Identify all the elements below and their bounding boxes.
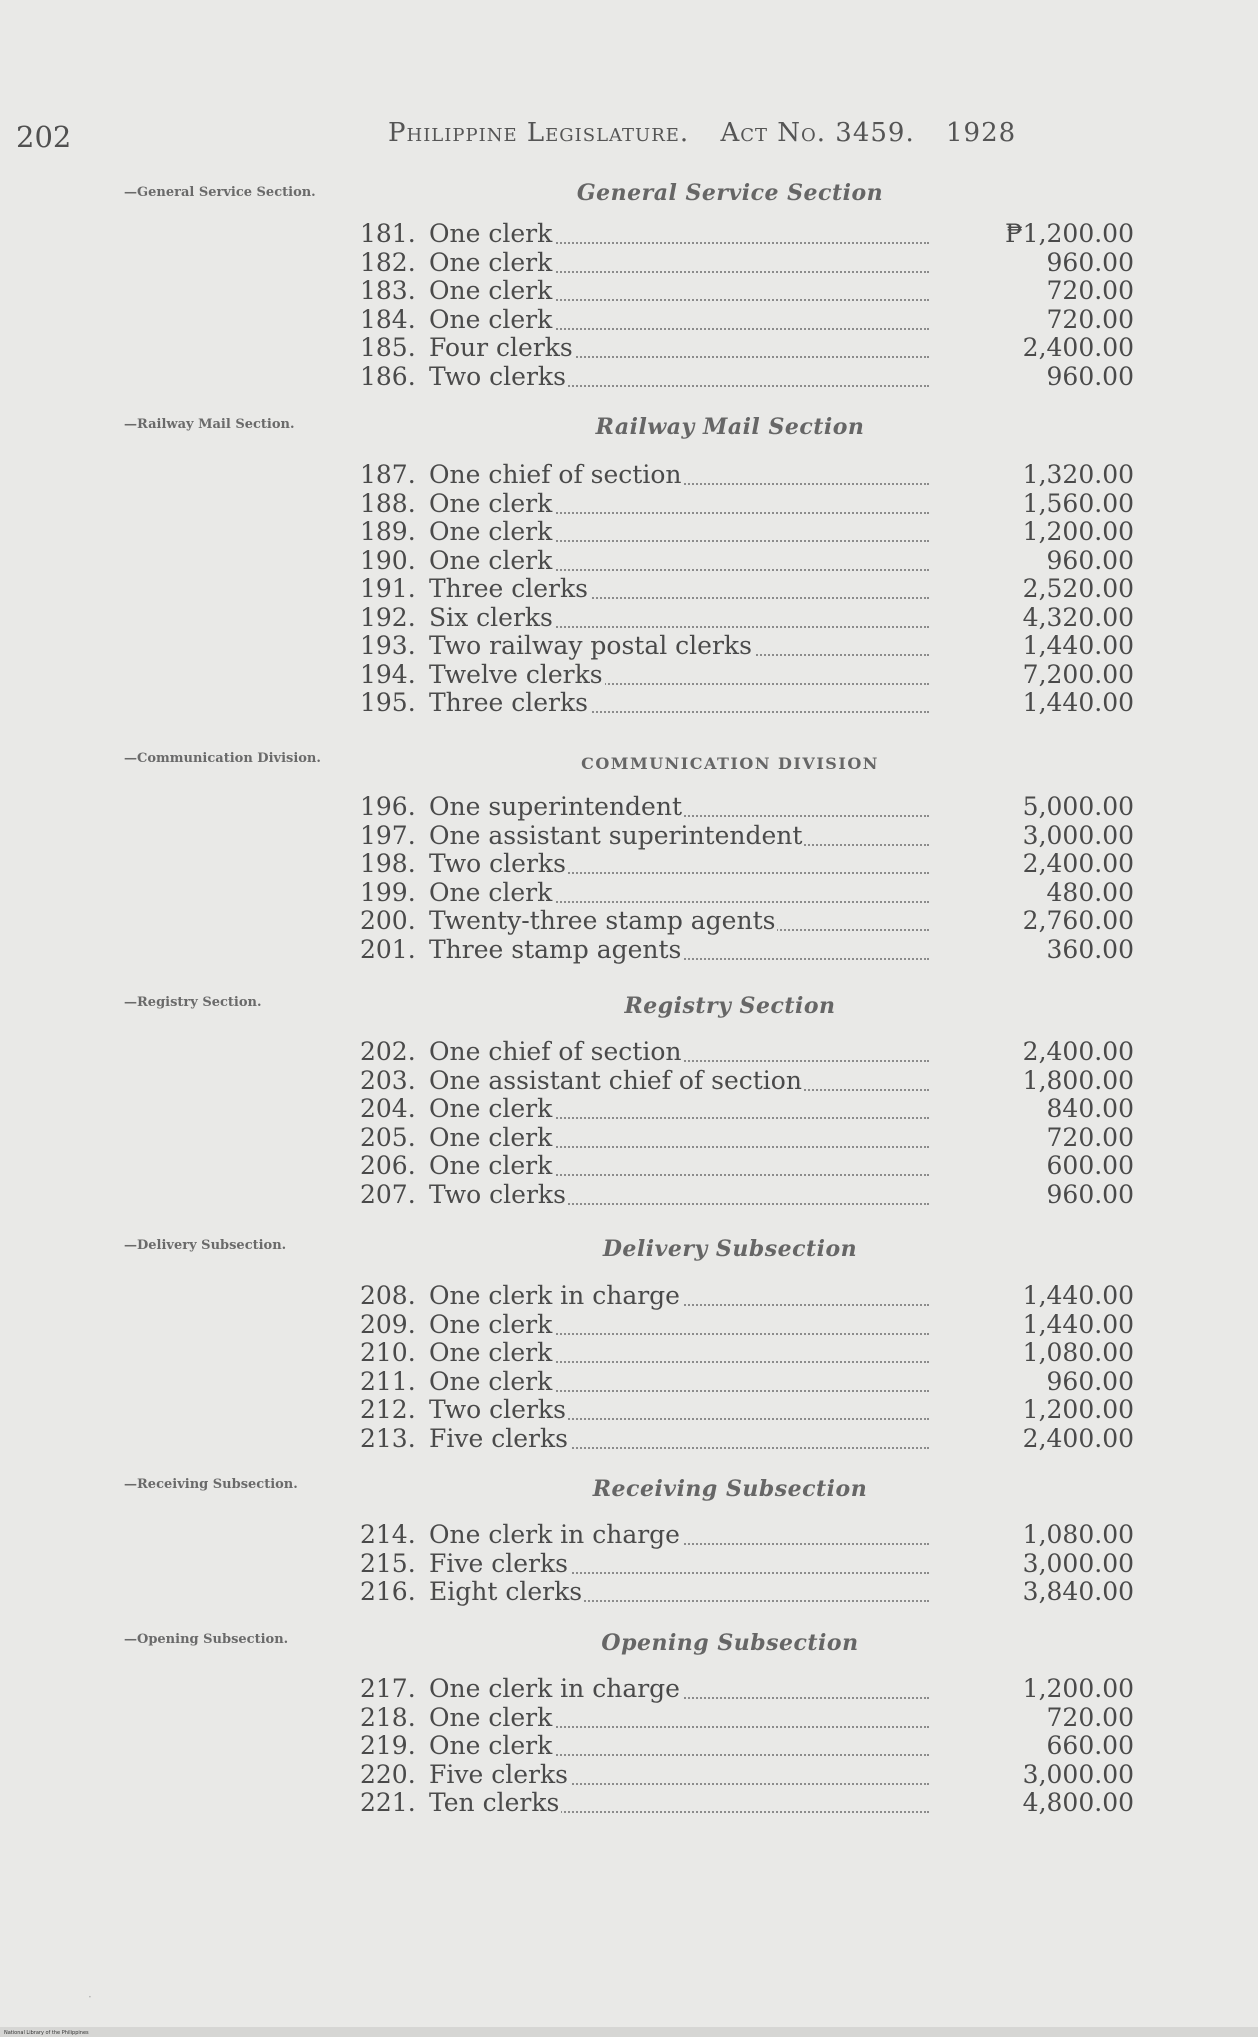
item-number: 196. <box>360 792 416 821</box>
item-number: 203. <box>360 1065 416 1095</box>
item-description: One clerk <box>429 489 553 518</box>
item-description: One clerk <box>429 518 553 546</box>
item-amount: 1,800.00 <box>1022 1065 1134 1095</box>
item-amount: 960.00 <box>1046 361 1134 391</box>
item-number: 190. <box>360 545 416 575</box>
item-amount: 1,440.00 <box>1022 631 1134 660</box>
item-number: 205. <box>360 1122 416 1152</box>
item-description: One clerk <box>429 1703 553 1732</box>
line-item <box>360 1578 1134 1607</box>
item-amount: 960.00 <box>1046 1366 1134 1396</box>
item-amount: 2,760.00 <box>1022 906 1134 935</box>
line-item <box>360 1521 1134 1550</box>
item-description-cell <box>429 1521 929 1549</box>
item-amount: 960.00 <box>1046 545 1134 575</box>
margin-note: —Railway Mail Section. <box>124 417 295 432</box>
line-item <box>360 334 1134 363</box>
item-list <box>360 220 1134 391</box>
item-description-cell <box>429 277 929 305</box>
item-description: One chief of section <box>429 461 682 489</box>
item-number: 192. <box>360 602 416 632</box>
item-amount: 720.00 <box>1046 304 1134 334</box>
item-description-cell <box>429 490 929 518</box>
item-number: 187. <box>360 460 416 489</box>
item-description-cell <box>429 907 929 935</box>
running-head-act: Act No. 3459. <box>720 118 915 148</box>
line-item <box>360 249 1134 278</box>
item-amount: 5,000.00 <box>1022 792 1134 821</box>
item-description: One clerk <box>429 1367 553 1396</box>
item-amount: 3,840.00 <box>1022 1577 1134 1606</box>
line-item <box>360 822 1134 851</box>
item-description: Three stamp agents <box>429 935 682 964</box>
item-amount: 1,200.00 <box>1022 1395 1134 1424</box>
section-heading: Receiving Subsection <box>592 1476 868 1502</box>
item-list <box>360 461 1134 718</box>
item-number: 186. <box>360 361 416 391</box>
item-number: 210. <box>360 1338 416 1367</box>
margin-note: —General Service Section. <box>124 185 316 200</box>
item-description-cell <box>429 1578 929 1606</box>
item-description-cell <box>429 604 929 632</box>
item-amount: 1,080.00 <box>1022 1520 1134 1549</box>
line-item <box>360 575 1134 604</box>
item-amount: 660.00 <box>1046 1731 1134 1760</box>
item-description-cell <box>429 1550 929 1578</box>
item-description-cell <box>429 1124 929 1152</box>
item-number: 195. <box>360 688 416 717</box>
item-amount: 1,080.00 <box>1022 1338 1134 1367</box>
item-description: One clerk in charge <box>429 1521 680 1549</box>
item-number: 214. <box>360 1520 416 1549</box>
item-number: 218. <box>360 1702 416 1732</box>
item-description: Twelve clerks <box>429 660 603 689</box>
running-head-year: 1928 <box>946 118 1017 148</box>
item-list <box>360 793 1134 964</box>
line-item <box>360 1368 1134 1397</box>
item-number: 212. <box>360 1395 416 1424</box>
item-description: Five clerks <box>429 1549 568 1578</box>
item-amount: 960.00 <box>1046 1179 1134 1209</box>
line-item <box>360 879 1134 908</box>
item-description-cell <box>429 822 929 850</box>
item-description: One clerk <box>429 546 553 575</box>
item-amount: 2,400.00 <box>1022 333 1134 362</box>
item-description-cell <box>429 689 929 717</box>
item-description: One superintendent <box>429 793 683 821</box>
item-number: 194. <box>360 659 416 689</box>
item-amount: 720.00 <box>1046 1122 1134 1152</box>
line-item <box>360 363 1134 392</box>
item-number: 191. <box>360 574 416 603</box>
line-item <box>360 490 1134 519</box>
item-description-cell <box>429 518 929 546</box>
line-item <box>360 461 1134 490</box>
item-description-cell <box>429 850 929 878</box>
item-amount: 1,200.00 <box>1022 1674 1134 1703</box>
item-description: One clerk <box>429 305 553 334</box>
item-description: One clerk <box>429 220 553 248</box>
line-item <box>360 1282 1134 1311</box>
line-item <box>360 518 1134 547</box>
item-description-cell <box>429 363 929 391</box>
line-item <box>360 547 1134 576</box>
item-description: Six clerks <box>429 603 553 632</box>
item-description-cell <box>429 1425 929 1453</box>
item-amount: 2,400.00 <box>1022 1037 1134 1066</box>
item-description-cell <box>429 1368 929 1396</box>
running-head-title: Philippine Legislature. <box>388 118 690 148</box>
line-item <box>360 1704 1134 1733</box>
section-heading: Delivery Subsection <box>602 1236 858 1262</box>
item-description-cell <box>429 879 929 907</box>
item-description-cell <box>429 1181 929 1209</box>
item-amount: 960.00 <box>1046 247 1134 277</box>
item-amount: 2,400.00 <box>1022 1423 1134 1453</box>
item-description: Four clerks <box>429 334 573 362</box>
item-amount: 4,800.00 <box>1022 1788 1134 1817</box>
item-description-cell <box>429 1732 929 1760</box>
item-number: 189. <box>360 517 416 546</box>
item-description: One clerk <box>429 248 553 277</box>
line-item <box>360 1038 1134 1067</box>
item-description-cell <box>429 661 929 689</box>
item-description-cell <box>429 793 929 821</box>
line-item <box>360 661 1134 690</box>
item-description: Five clerks <box>429 1760 568 1789</box>
item-description-cell <box>429 249 929 277</box>
line-item <box>360 632 1134 661</box>
item-amount: 2,520.00 <box>1022 574 1134 603</box>
line-item <box>360 689 1134 718</box>
section-heading: Railway Mail Section <box>595 414 865 440</box>
item-amount: 1,560.00 <box>1022 488 1134 518</box>
item-number: 185. <box>360 333 416 362</box>
item-number: 202. <box>360 1037 416 1066</box>
margin-note: —Registry Section. <box>124 995 262 1010</box>
item-number: 208. <box>360 1281 416 1310</box>
item-description-cell <box>429 1282 929 1310</box>
item-amount: 1,440.00 <box>1022 1309 1134 1339</box>
item-amount: 360.00 <box>1046 934 1134 964</box>
margin-note: —Receiving Subsection. <box>124 1477 298 1492</box>
item-description: Ten clerks <box>429 1789 560 1817</box>
item-number: 207. <box>360 1179 416 1209</box>
margin-note: —Delivery Subsection. <box>124 1238 287 1253</box>
item-description-cell <box>429 1396 929 1424</box>
section-heading: COMMUNICATION DIVISION <box>581 754 879 773</box>
item-amount: 600.00 <box>1046 1151 1134 1180</box>
item-number: 215. <box>360 1548 416 1578</box>
item-description: One clerk in charge <box>429 1675 680 1703</box>
item-description: Two clerks <box>429 1180 566 1209</box>
item-description: One clerk <box>429 277 553 305</box>
item-number: 206. <box>360 1151 416 1180</box>
item-description-cell <box>429 936 929 964</box>
line-item <box>360 306 1134 335</box>
item-number: 204. <box>360 1094 416 1123</box>
item-description-cell <box>429 547 929 575</box>
item-amount: 480.00 <box>1046 877 1134 907</box>
item-number: 201. <box>360 934 416 964</box>
item-list <box>360 1038 1134 1209</box>
item-description: Three clerks <box>429 575 588 603</box>
item-description-cell <box>429 1339 929 1367</box>
item-number: 209. <box>360 1309 416 1339</box>
item-description-cell <box>429 1038 929 1066</box>
item-description-cell <box>429 1095 929 1123</box>
line-item <box>360 793 1134 822</box>
item-number: 213. <box>360 1423 416 1453</box>
item-amount: 3,000.00 <box>1022 820 1134 850</box>
item-amount: 4,320.00 <box>1022 602 1134 632</box>
section-heading: Registry Section <box>624 993 836 1019</box>
section-heading: Opening Subsection <box>601 1630 859 1656</box>
line-item <box>360 1732 1134 1761</box>
margin-note: —Communication Division. <box>124 751 321 766</box>
margin-note: —Opening Subsection. <box>124 1632 289 1647</box>
item-list <box>360 1675 1134 1818</box>
line-item <box>360 1152 1134 1181</box>
line-item <box>360 1396 1134 1425</box>
item-description: One clerk <box>429 1152 553 1180</box>
item-description: Two clerks <box>429 850 566 878</box>
item-description-cell <box>429 1789 929 1817</box>
item-description: One assistant superintendent <box>429 821 803 850</box>
line-item <box>360 1095 1134 1124</box>
line-item <box>360 1311 1134 1340</box>
item-number: 219. <box>360 1731 416 1760</box>
item-description: One clerk <box>429 878 553 907</box>
item-description-cell <box>429 1675 929 1703</box>
line-item <box>360 1761 1134 1790</box>
line-item <box>360 1067 1134 1096</box>
footer-strip <box>0 2027 1258 2037</box>
item-description: Two clerks <box>429 1396 566 1424</box>
item-number: 221. <box>360 1788 416 1817</box>
item-description: Three clerks <box>429 689 588 717</box>
line-item <box>360 604 1134 633</box>
item-number: 197. <box>360 820 416 850</box>
item-number: 184. <box>360 304 416 334</box>
item-amount: 7,200.00 <box>1022 659 1134 689</box>
item-description-cell <box>429 306 929 334</box>
item-amount: 1,320.00 <box>1022 460 1134 489</box>
line-item <box>360 1789 1134 1818</box>
line-item <box>360 907 1134 936</box>
item-description: One chief of section <box>429 1038 682 1066</box>
item-description: One assistant chief of section <box>429 1066 802 1095</box>
item-number: 183. <box>360 276 416 305</box>
item-description: Two railway postal clerks <box>429 632 752 660</box>
item-description: Two clerks <box>429 362 566 391</box>
line-item <box>360 850 1134 879</box>
item-description-cell <box>429 1067 929 1095</box>
line-item <box>360 1550 1134 1579</box>
item-description-cell <box>429 575 929 603</box>
line-item <box>360 277 1134 306</box>
line-item <box>360 1124 1134 1153</box>
item-amount: 2,400.00 <box>1022 849 1134 878</box>
item-description-cell <box>429 632 929 660</box>
item-amount: 3,000.00 <box>1022 1759 1134 1789</box>
item-description: Eight clerks <box>429 1578 583 1606</box>
item-number: 188. <box>360 488 416 518</box>
item-description: One clerk <box>429 1095 553 1123</box>
item-description-cell <box>429 1311 929 1339</box>
item-description-cell <box>429 461 929 489</box>
item-description: One clerk <box>429 1732 553 1760</box>
item-amount: 1,440.00 <box>1022 1281 1134 1310</box>
line-item <box>360 1181 1134 1210</box>
line-item <box>360 220 1134 249</box>
item-number: 181. <box>360 219 416 248</box>
item-description-cell <box>429 220 929 248</box>
paper-speck: · <box>88 1990 92 2004</box>
footer-credit: National Library of the Philippines <box>4 2030 89 2036</box>
item-number: 198. <box>360 849 416 878</box>
item-number: 211. <box>360 1366 416 1396</box>
line-item <box>360 1339 1134 1368</box>
item-amount: 720.00 <box>1046 276 1134 305</box>
item-description: One clerk <box>429 1339 553 1367</box>
item-description: One clerk <box>429 1123 553 1152</box>
item-number: 216. <box>360 1577 416 1606</box>
line-item <box>360 936 1134 965</box>
item-description-cell <box>429 1761 929 1789</box>
item-amount: 720.00 <box>1046 1702 1134 1732</box>
item-number: 199. <box>360 877 416 907</box>
section-heading: General Service Section <box>576 180 884 206</box>
item-amount: ₱1,200.00 <box>1005 219 1134 248</box>
item-description: One clerk in charge <box>429 1282 680 1310</box>
item-amount: 840.00 <box>1046 1094 1134 1123</box>
item-list <box>360 1521 1134 1607</box>
item-list <box>360 1282 1134 1453</box>
item-number: 193. <box>360 631 416 660</box>
page-number: 202 <box>16 120 72 154</box>
item-description: Five clerks <box>429 1424 568 1453</box>
item-number: 220. <box>360 1759 416 1789</box>
item-description-cell <box>429 1704 929 1732</box>
item-description-cell <box>429 1152 929 1180</box>
item-amount: 1,200.00 <box>1022 517 1134 546</box>
item-number: 217. <box>360 1674 416 1703</box>
item-number: 200. <box>360 906 416 935</box>
item-description-cell <box>429 334 929 362</box>
item-amount: 3,000.00 <box>1022 1548 1134 1578</box>
running-head <box>388 118 1038 148</box>
line-item <box>360 1425 1134 1454</box>
item-description: One clerk <box>429 1310 553 1339</box>
line-item <box>360 1675 1134 1704</box>
item-number: 182. <box>360 247 416 277</box>
item-description: Twenty-three stamp agents <box>429 907 776 935</box>
item-amount: 1,440.00 <box>1022 688 1134 717</box>
